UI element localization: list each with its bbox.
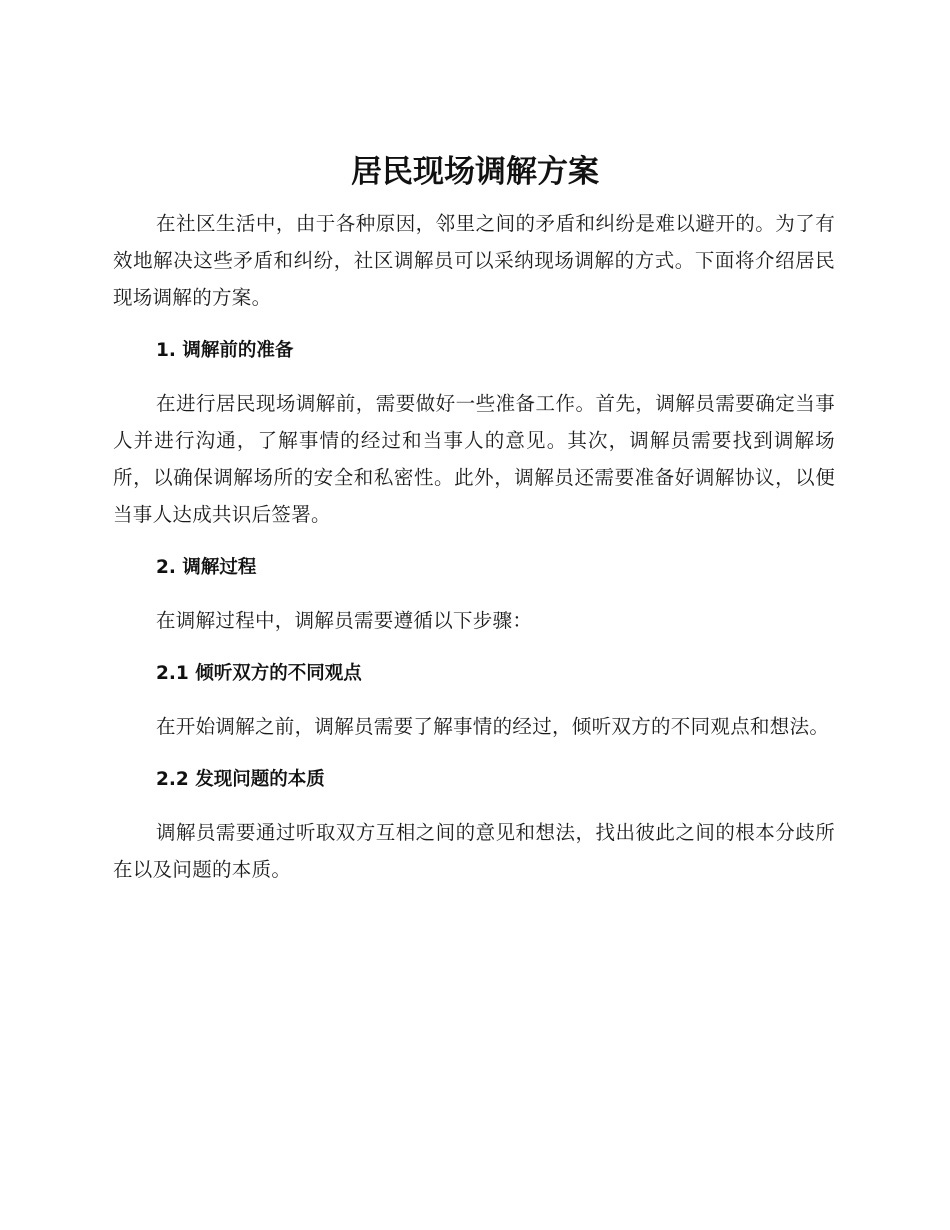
- section-heading-1: 1. 调解前的准备: [156, 340, 294, 361]
- process-intro-paragraph: 在调解过程中，调解员需要遵循以下步骤：: [156, 609, 533, 632]
- subsection-heading-2-1: 2.1 倾听双方的不同观点: [156, 663, 362, 684]
- document-title: 居民现场调解方案: [351, 154, 599, 190]
- section-heading-2: 2. 调解过程: [156, 557, 257, 578]
- document-body: [113, 205, 835, 904]
- subsection-heading-2-2: 2.2 发现问题的本质: [156, 769, 325, 790]
- preparation-paragraph: 在进行居民现场调解前，需要做好一些准备工作。首先，调解员需要确定当事人并进行沟通，了解事情的经过和当事人的意见。其次，调解员需要找到调解场所，以确保调解场所的安全和私密性。此外，调解员还需要准备好调解协议，以便当事人达成共识后签署。: [113, 392, 835, 526]
- intro-paragraph: 在社区生活中，由于各种原因，邻里之间的矛盾和纠纷是难以避开的。为了有效地解决这些矛盾和纠纷，社区调解员可以采纳现场调解的方式。下面将介绍居民现场调解的方案。: [113, 212, 835, 309]
- listen-paragraph: 在开始调解之前，调解员需要了解事情的经过，倾听双方的不同观点和想法。: [156, 715, 830, 738]
- essence-paragraph: 调解员需要通过听取双方互相之间的意见和想法，找出彼此之间的根本分歧所在以及问题的本质。: [113, 821, 835, 881]
